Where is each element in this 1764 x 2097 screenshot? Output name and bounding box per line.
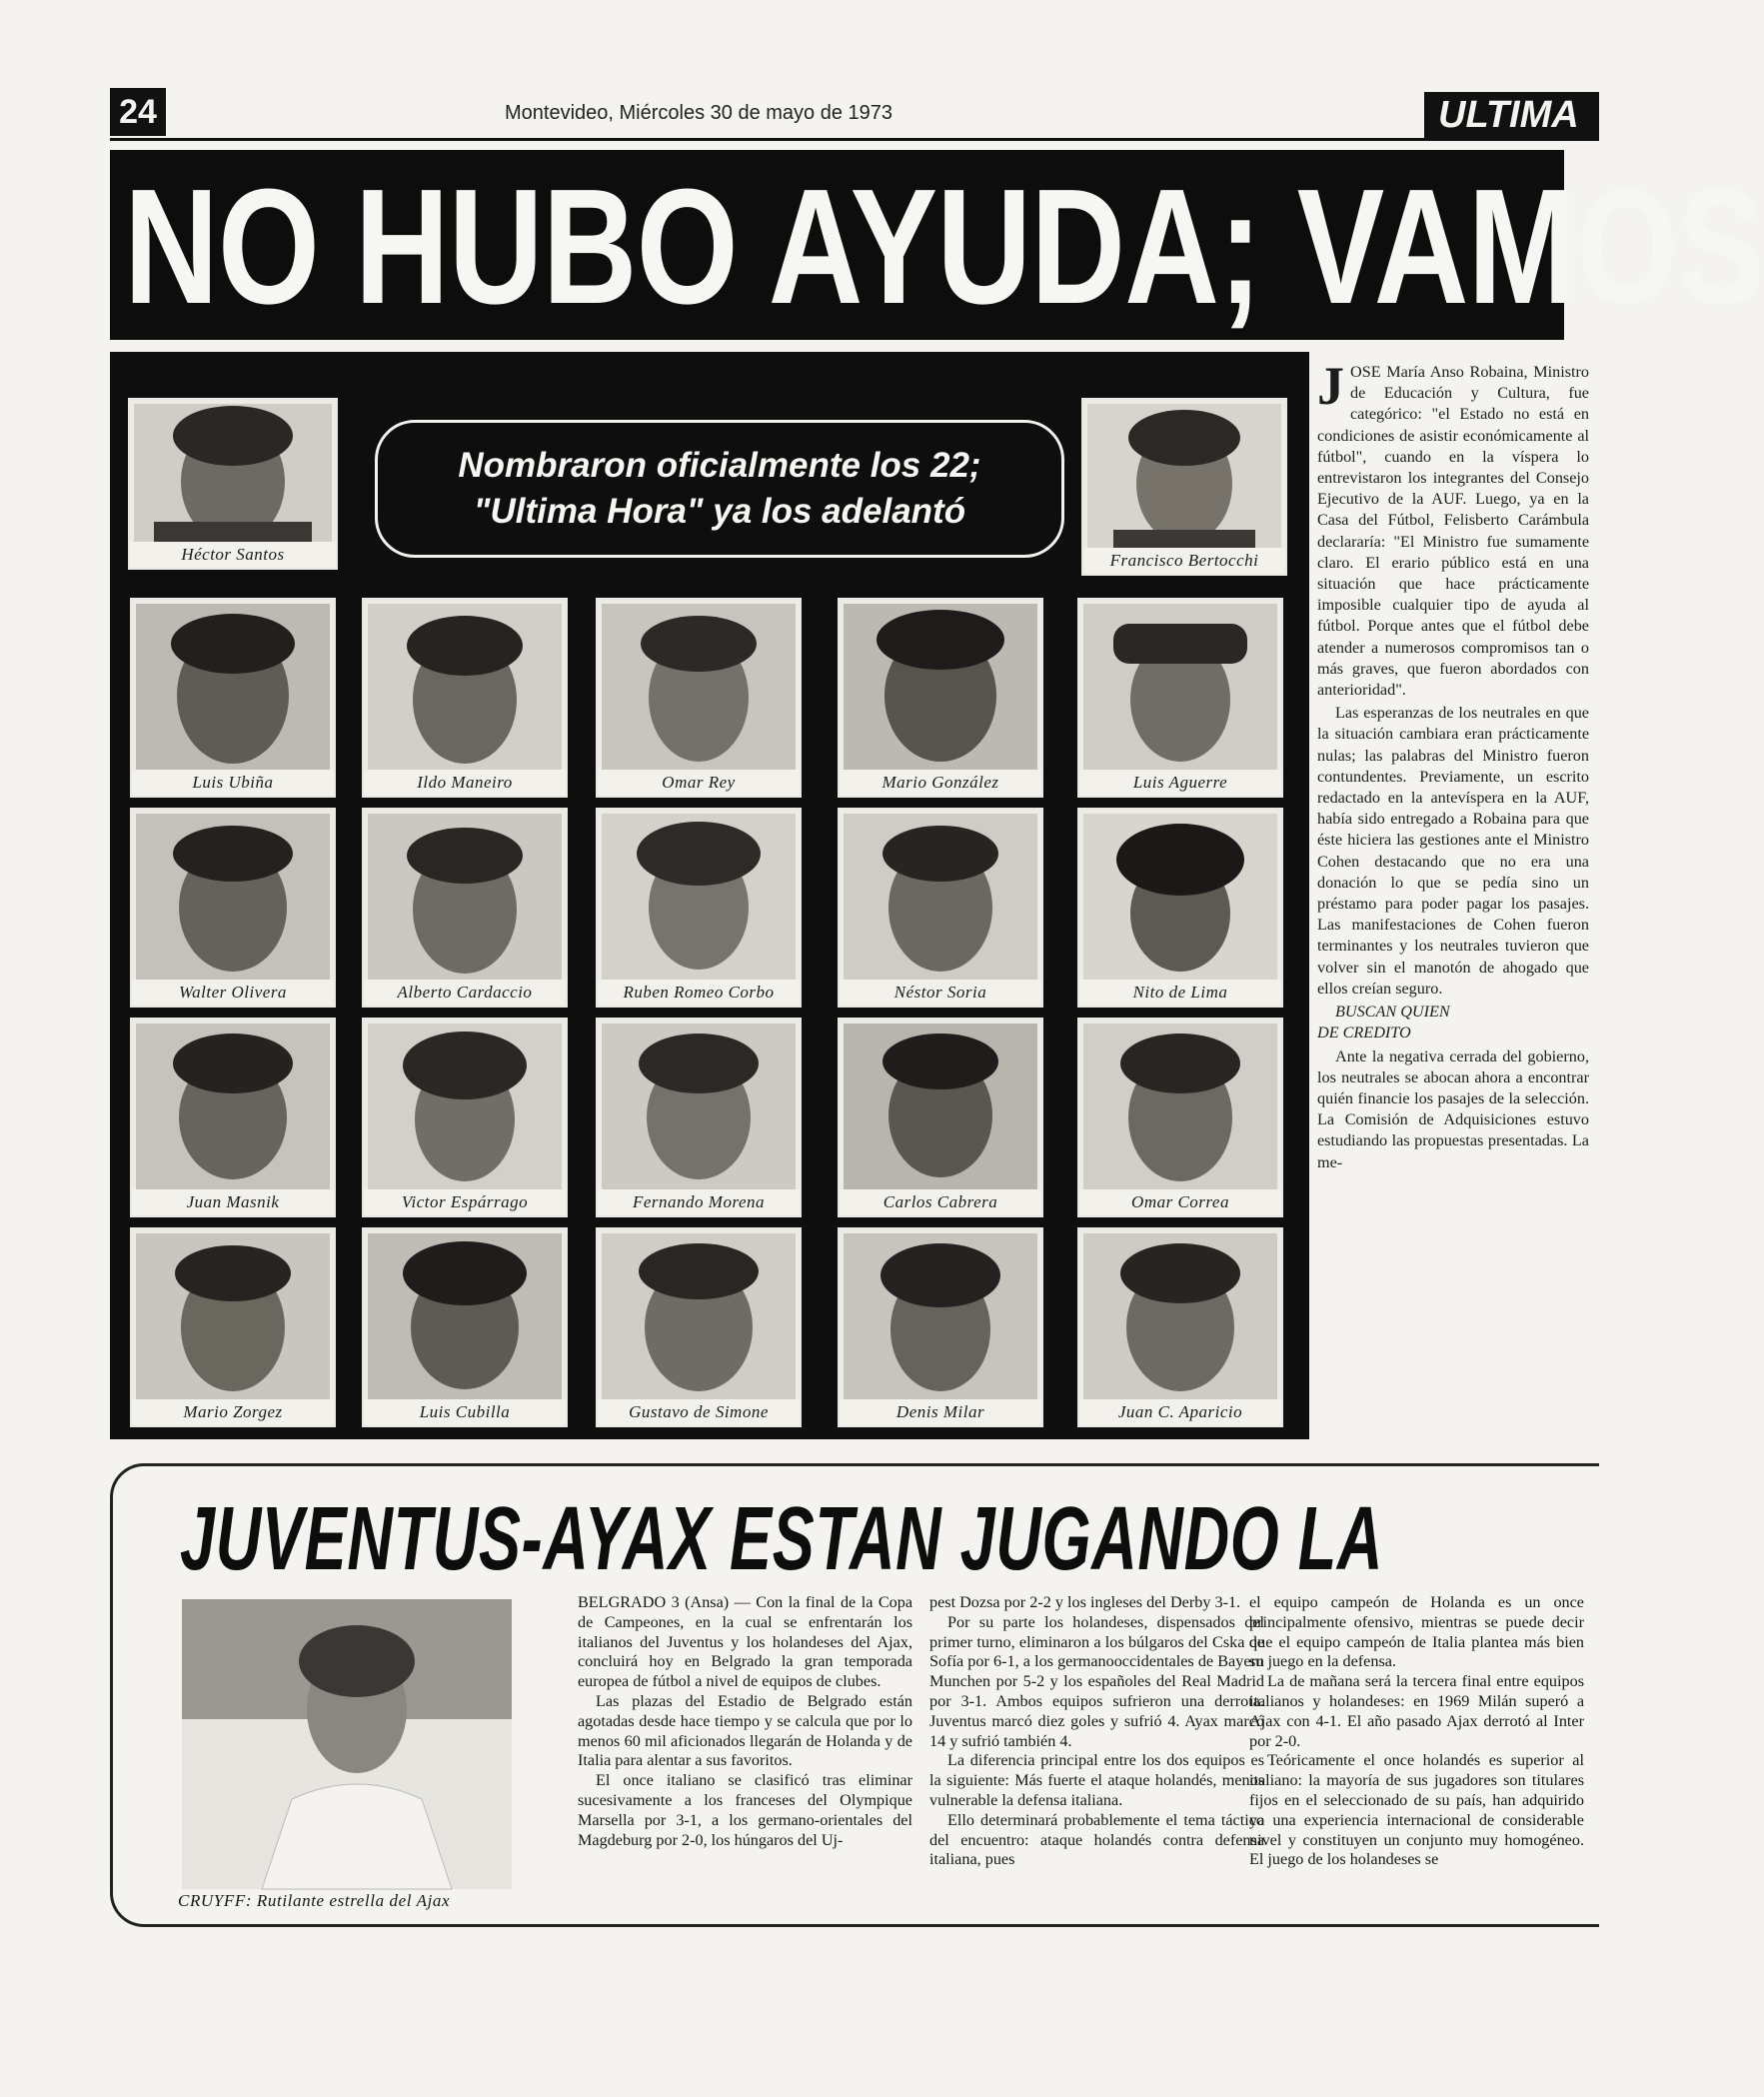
- cruyff-portrait-image: [182, 1599, 512, 1889]
- article-paragraph: JOSE María Anso Robaina, Ministro de Educación y Cultura, fue categórico: "el Estado no está en condiciones de asistir económicamente al fútbol", cuando en la víspera lo entrevistaron los integrantes del Consejo Ejecutivo de la AUF. Luego, ya en la Casa del Fútbol, Felisberto Carámbula declararía: "El Ministro fue sumamente claro. El erario público está en una situación que hace prácticamente imposible cualquier tipo de ayuda al fútbol. Porque antes que el fútbol debe atender a numerosos compromisos tan o más graves, que fueron abordados con anterioridad".: [1317, 356, 1589, 700]
- player-name-caption: Luis Aguerre: [1079, 770, 1281, 796]
- player-portrait: [1077, 808, 1283, 1008]
- portrait-photo: [368, 1024, 562, 1189]
- player-portrait: [362, 598, 568, 798]
- banner-line-2: "Ultima Hora" ya los adelantó: [473, 492, 966, 531]
- story-paragraph: La de mañana será la tercera final entre equipos italianos y holandeses: en 1969 Milán superó a Ajax con 4-1. El año pasado Ajax derrotó al Inter por 2-0.: [1249, 1672, 1584, 1750]
- headline-band: [110, 150, 1764, 340]
- juventus-headline: JUVENTUS-AYAX ESTAN JUGANDO LA: [180, 1489, 1384, 1589]
- story-column-3: [1249, 1593, 1584, 1911]
- player-name-caption: Luis Cubilla: [364, 1399, 566, 1425]
- portrait-photo: [844, 1233, 1037, 1399]
- player-name-caption: Omar Correa: [1079, 1189, 1281, 1215]
- player-name-caption: Luis Ubiña: [132, 770, 334, 796]
- player-portrait: [1081, 398, 1287, 576]
- player-portrait: [838, 1227, 1043, 1427]
- portrait-photo: [844, 1024, 1037, 1189]
- player-name-caption: Juan Masnik: [132, 1189, 334, 1215]
- story-paragraph: Teóricamente el once holandés es superior al italiano: la mayoría de sus jugadores son titulares fijos en el seleccionado de su país, han adquirido ya una experiencia internacional de considerable nivel y constituyen un conjunto muy homogéneo. El juego de los holandeses se: [1249, 1751, 1584, 1869]
- player-portrait: [130, 598, 336, 798]
- player-portrait: [838, 1018, 1043, 1217]
- portrait-photo: [136, 604, 330, 770]
- main-headline: NO HUBO AYUDA; VAMOS: [124, 155, 1764, 338]
- story-paragraph: Ello determinará probablemente el tema táctico del encuentro: ataque holandés contra defensa italiana, pues: [929, 1810, 1264, 1869]
- portrait-photo: [602, 1233, 796, 1399]
- story-paragraph: Las plazas del Estadio de Belgrado están agotadas desde hace tiempo y se calcula que por lo menos 60 mil aficionados llegarán de Holanda y de Italia para alentar a sus favoritos.: [578, 1691, 912, 1770]
- portrait-photo: [1087, 404, 1281, 552]
- player-portrait: [838, 598, 1043, 798]
- dateline: Montevideo, Miércoles 30 de mayo de 1973: [505, 102, 893, 124]
- portrait-photo: [1083, 1024, 1277, 1189]
- page-number: 24: [110, 88, 166, 136]
- player-name-caption: Mario Zorgez: [132, 1399, 334, 1425]
- drop-cap: J: [1317, 356, 1344, 416]
- ministry-article: [1317, 356, 1589, 1441]
- story-paragraph: el equipo campeón de Holanda es un once principalmente ofensivo, mientras se puede decir que el equipo campeón de Italia plantea más bien su juego en la defensa.: [1249, 1593, 1584, 1671]
- player-name-caption: Francisco Bertocchi: [1083, 548, 1285, 574]
- portrait-photo: [844, 814, 1037, 980]
- player-portrait: [596, 598, 802, 798]
- player-name-caption: Ruben Romeo Corbo: [598, 980, 800, 1006]
- story-column-1: [578, 1593, 912, 1911]
- banner-line-1: Nombraron oficialmente los 22;: [458, 446, 981, 485]
- player-name-caption: Walter Olivera: [132, 980, 334, 1006]
- article-paragraph: Las esperanzas de los neutrales en que la situación cambiara eran prácticamente nulas; las palabras del Ministro fueron contundentes. Previamente, un escrito redactado en la antevíspera en la AUF, había sido entregado a Robaina para que éste hiciera las gestiones ante el Ministro Cohen destacando que no era una donación lo que se pedía sino un préstamo para poder pagar los pasajes. Las manifestaciones de Cohen fueron terminantes y los neutrales tuvieron que volver sin el manotón de ahogado que ellos creían seguro.: [1317, 704, 1589, 998]
- player-name-caption: Ildo Maneiro: [364, 770, 566, 796]
- player-name-caption: Omar Rey: [598, 770, 800, 796]
- portrait-photo: [602, 814, 796, 980]
- player-portrait: [130, 808, 336, 1008]
- player-name-caption: Fernando Morena: [598, 1189, 800, 1215]
- portrait-photo: [368, 814, 562, 980]
- header-rule: [110, 138, 1599, 141]
- player-portrait: [596, 808, 802, 1008]
- portrait-photo: [368, 1233, 562, 1399]
- cruyff-photo-caption: CRUYFF: Rutilante estrella del Ajax: [178, 1891, 451, 1910]
- story-paragraph: La diferencia principal entre los dos equipos es la siguiente: Más fuerte el ataque holandés, menos vulnerable la defensa italiana.: [929, 1751, 1264, 1809]
- portrait-photo: [602, 1024, 796, 1189]
- portrait-photo: [136, 1024, 330, 1189]
- portrait-photo: [602, 604, 796, 770]
- article-paragraph: Ante la negativa cerrada del gobierno, los neutrales se abocan ahora a encontrar quién financie los pasajes de la selección. La Comisión de Adquisiciones estuvo estudiando las propuestas presentadas. La me-: [1317, 1047, 1589, 1171]
- player-name-caption: Mario González: [840, 770, 1041, 796]
- player-portrait: [596, 1227, 802, 1427]
- portrait-photo: [368, 604, 562, 770]
- player-portrait: [128, 398, 338, 570]
- story-paragraph: El once italiano se clasificó tras eliminar sucesivamente a los franceses del Olympique Marsella por 3-1, a los germano-orientales del Magdeburg por 2-0, los húngaros del Uj-: [578, 1771, 912, 1849]
- player-portrait: [362, 1227, 568, 1427]
- player-name-caption: Alberto Cardaccio: [364, 980, 566, 1006]
- story-paragraph: Por su parte los holandeses, dispensados del primer turno, eliminaron a los búlgaros del Cska de Sofía por 6-1, a los germanooccidentales de Bayern Munchen por 5-2 y los españoles del Real Madrid por 3-1. Ambos equipos sufrieron una derrota. Juventus marcó diez goles y sufrió 4. Ayax marcó 14 y sufrió también 4.: [929, 1612, 1264, 1750]
- player-name-caption: Héctor Santos: [130, 542, 336, 568]
- announcement-banner: [375, 420, 1064, 558]
- player-name-caption: Denis Milar: [840, 1399, 1041, 1425]
- portrait-photo: [136, 1233, 330, 1399]
- player-name-caption: Gustavo de Simone: [598, 1399, 800, 1425]
- portrait-photo: [134, 404, 332, 544]
- player-name-caption: Carlos Cabrera: [840, 1189, 1041, 1215]
- player-name-caption: Nito de Lima: [1079, 980, 1281, 1006]
- story-column-2: [929, 1593, 1264, 1911]
- player-portrait: [362, 808, 568, 1008]
- story-paragraph: pest Dozsa por 2-2 y los ingleses del Derby 3-1.: [929, 1593, 1241, 1611]
- player-portrait: [1077, 598, 1283, 798]
- player-portrait: [362, 1018, 568, 1217]
- player-portrait: [130, 1018, 336, 1217]
- player-portrait: [130, 1227, 336, 1427]
- player-portrait: [1077, 1227, 1283, 1427]
- story-paragraph: BELGRADO 3 (Ansa) — Con la final de la Copa de Campeones, en la cual se enfrentarán los italianos del Juventus y los holandeses del Ajax, concluirá hoy en Belgrado la gran temporada europea de fútbol a nivel de equipos de clubes.: [578, 1593, 912, 1691]
- portrait-photo: [1083, 604, 1277, 770]
- player-portrait: [838, 808, 1043, 1008]
- cruyff-photo: [182, 1599, 512, 1889]
- portrait-photo: [1083, 814, 1277, 980]
- masthead-logo: ULTIMA: [1424, 92, 1599, 138]
- portrait-photo: [844, 604, 1037, 770]
- portrait-photo: [136, 814, 330, 980]
- player-name-caption: Néstor Soria: [840, 980, 1041, 1006]
- player-name-caption: Victor Espárrago: [364, 1189, 566, 1215]
- portrait-photo: [1083, 1233, 1277, 1399]
- article-subhead: BUSCAN QUIEN DE CREDITO: [1317, 1003, 1450, 1043]
- player-portrait: [1077, 1018, 1283, 1217]
- player-portrait: [596, 1018, 802, 1217]
- player-name-caption: Juan C. Aparicio: [1079, 1399, 1281, 1425]
